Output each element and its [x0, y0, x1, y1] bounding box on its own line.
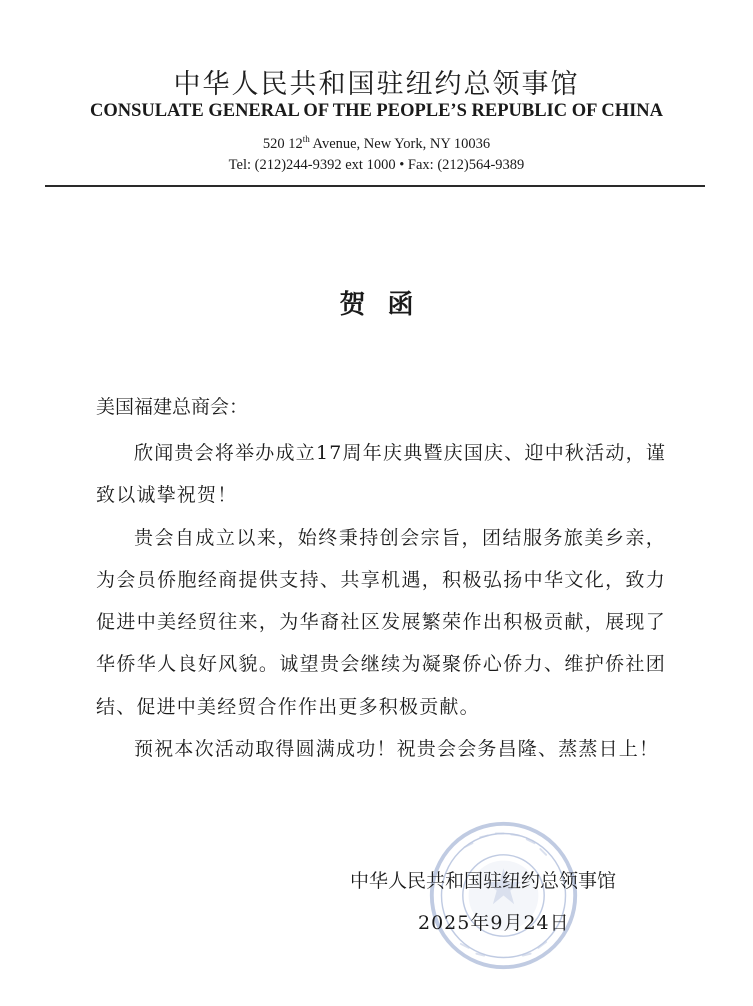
- letterhead-divider: [45, 185, 705, 187]
- letter-date: 2025年9月24日: [418, 912, 570, 934]
- letter-body: [96, 432, 666, 770]
- letterhead-address: [0, 134, 753, 153]
- letterhead-contact: Tel: (212)244-9392 ext 1000 • Fax: (212)564-9389: [228, 157, 525, 173]
- address-number: 520 12: [262, 135, 303, 152]
- body-paragraph: 预祝本次活动取得圆满成功！祝贵会会务昌隆、蒸蒸日上！: [134, 738, 660, 761]
- official-seal-stamp: [426, 818, 581, 973]
- letter-signature: 中华人民共和国驻纽约总领事馆: [350, 870, 617, 892]
- body-paragraph: 欣闻贵会将举办成立17周年庆典暨庆国庆、迎中秋活动，谨致以诚挚祝贺！: [96, 442, 666, 507]
- address-street: Avenue, New York, NY 10036: [309, 135, 491, 152]
- address-ordinal-suffix: th: [302, 134, 310, 144]
- letter-title: 贺函: [339, 290, 436, 320]
- body-paragraph: 贵会自成立以来，始终秉持创会宗旨，团结服务旅美乡亲，为会员侨胞经商提供支持、共享机遇，积极弘扬中华文化，致力促进中美经贸往来，为华裔社区发展繁荣作出积极贡献，展现了华侨华人良好风貌。诚望贵会继续为凝聚侨心侨力、维护侨社团结、促进中美经贸合作作出更多积极贡献。: [96, 526, 666, 718]
- letterhead-chinese-name: 中华人民共和国驻纽约总领事馆: [173, 69, 580, 100]
- letterhead-english-name: CONSULATE GENERAL OF THE PEOPLE’S REPUBLIC OF CHINA: [89, 101, 664, 121]
- letter-salutation: 美国福建总商会：: [96, 396, 249, 418]
